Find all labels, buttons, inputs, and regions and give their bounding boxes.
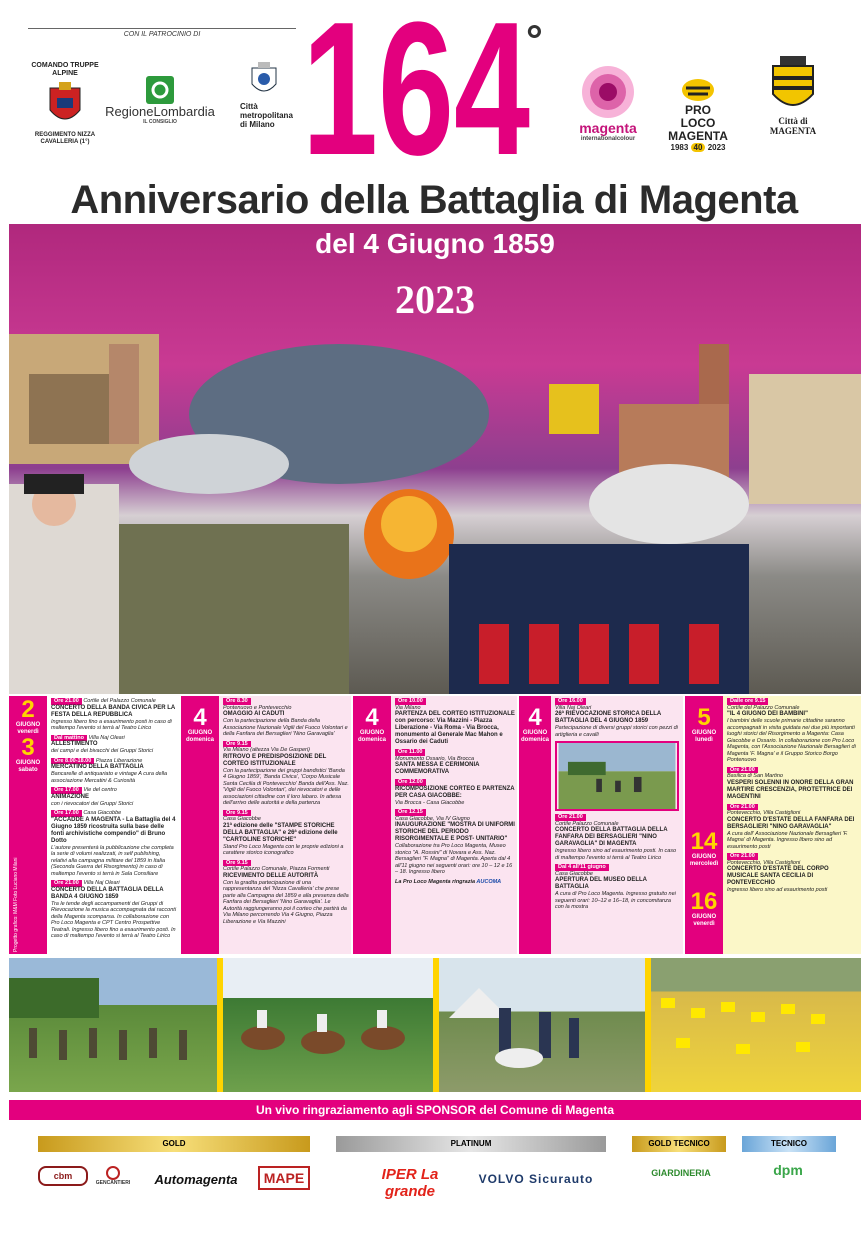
day-4: 4 GIUGNO domenica: [185, 704, 214, 743]
day-4: 4 GIUGNO domenica: [357, 704, 386, 743]
event-item: Ore 17.00 Casa Giacobbe "ACCADDE A MAGENTA - La Battaglia del 4 Giugno 1859 ricostruita sulla base delle fonti archivistiche compendio" di Bruno Dotto L'autore presenterà la pubblicazione che completa la serie di volumi realizzati, in self publishing, relativi alla campagna militare del 1859 in Italia (Seconda Guerra del Risorgimento) in caso di maltempo l'evento si terrà in Sala Consiliare: [51, 810, 176, 877]
event-item: Ore 11.00 Monumento Ossario, Via Brocca SANTA MESSA E CERIMONIA COMMEMORATIVA: [395, 749, 480, 775]
photo-camp: [439, 958, 645, 1092]
day-5: 5 GIUGNO lunedì: [691, 704, 717, 743]
program-column-3: [353, 696, 517, 954]
sponsor-thanks-banner: Un vivo ringraziamento agli SPONSOR del Comune di Magenta: [9, 1100, 861, 1120]
pro-loco-logo: PRO LOCO MAGENTA 1983 40 2023: [660, 70, 736, 152]
tier-gold: GOLD: [38, 1136, 310, 1152]
battle-reenactment-photo: [555, 741, 679, 811]
sponsor-dpm: dpm: [773, 1162, 803, 1178]
subtitle-date: del 4 Giugno 1859: [315, 228, 555, 259]
color-sunburst-icon: [580, 64, 636, 120]
event-item: Ore 12.00 RICOMPOSIZIONE CORTEO E PARTENZA PER CASA GIACOBBE: Via Brocca - Casa Giacobbe: [395, 779, 515, 806]
day-14: 14 GIUGNO mercoledì: [689, 828, 719, 867]
event-item: Ore 17.00 Vie del centro ANIMAZIONE con i rievocatori dei Gruppi Storici: [51, 787, 134, 807]
sponsor-mape: MAPE: [258, 1166, 310, 1190]
photo-crowd: [651, 958, 861, 1092]
magenta-crest-icon: [768, 56, 818, 116]
event-item: Ore 21.00 Cortile del Palazzo Comunale CONCERTO DELLA BANDA CIVICA PER LA FESTA DELLA REPUBBLICA Ingresso libero fino a esaurimento posti in caso di maltempo l'evento si terrà al Teatro Lirico: [51, 698, 176, 731]
patrocinio-label: CON IL PATROCINIO DI: [28, 28, 296, 38]
day-2: 2 GIUGNO venerdì: [15, 696, 41, 735]
svg-text:°: °: [526, 16, 543, 63]
svg-text:164: 164: [302, 4, 530, 164]
event-item: Ore 21.00 Pontevecchio, Villa Castiglioni CONCERTO D'ESTATE DEL CORPO MUSICALE SANTA CECILIA DI PONTEVECCHIO Ingresso libero sino ad esaurimento posti: [727, 853, 829, 893]
tier-tecnico: TECNICO: [742, 1136, 836, 1152]
event-item: Dalle ore 9.15 Cortile del Palazzo Comunale "IL 4 GIUGNO DEI BAMBINI" I bambini delle scuole primarie cittadine saranno accompagnati in visita guidata nei due più importanti luoghi storici del Risorgimento a Magenta: Casa Giacobbe e Ossario. In collaborazione con Pro Loco Magenta, con l'Associazione Nazionale Bersaglieri di Magenta 'F. Magna' e il Gruppo Storico Borgo Pontenuovo: [727, 698, 856, 763]
program-column-5: [685, 696, 861, 954]
milano-crest-icon: [249, 62, 279, 98]
anniversary-164-number: [300, 4, 560, 164]
soldiers-marching-scene: [9, 958, 217, 1092]
proloco-40-badge: 40: [691, 143, 706, 152]
aucoma-logo: AUCOMA: [476, 878, 502, 885]
photo-cavalry: [223, 958, 433, 1092]
sponsor-giardineria: GIARDINERIA: [651, 1168, 711, 1178]
event-item: Ore 8.00-18.00 Piazza Liberazione MERCATINO DELLA BATTAGLIA Bancarelle di antiquariato e vintage A cura della associazione Mercatini & Curiosità: [51, 757, 168, 784]
event-item: Ore 16.00 Villa Naj Oleari 26ª RIEVOCAZIONE STORICA DELLA BATTAGLIA DEL 4 GIUGNO 1859 Partecipazione di diversi gruppi storici con pezzi di artiglieria e cavalli: [555, 698, 678, 738]
crowd-with-flags-scene: [651, 958, 861, 1092]
citta-metropolitana-logo: Città metropolitana di Milano: [240, 62, 288, 129]
magenta-international-logo: magenta internationalcolour: [572, 64, 644, 142]
event-item: Ore 12.15 Casa Giacobbe, Via IV Giugno INAUGURAZIONE "MOSTRA DI UNIFORMI STORICHE DEL PERIODO RISORGIMENTALE E POST- UNITARIO" Collaborazione tra Pro Loco Magenta, Museo storico "A. Rossini" di Novara e Ass. Naz. Bersaglieri "F. Magna" di Magenta. Aperta dal 4 all'11 giugno nei seguenti orari: ore 10 – 12 e 16 – 18. Ingresso libero: [395, 809, 515, 875]
event-item: Dal 4 all'11 giugno Casa Giacobbe APERTURA DEL MUSEO DELLA BATTAGLIA A cura di Pro Loco Magenta. Ingresso gratuito nei seguenti orari: 10–12 e 16–18, in concomitanza con la mostra: [555, 864, 676, 910]
program-column-1: [9, 696, 179, 954]
event-item: Ore 9.15 Cortile Palazzo Comunale, Piazza Formenti RICEVIMENTO DELLE AUTORITÀ Con la gradita partecipazione di una rappresentanza del 'Nizza Cavalleria' che prese parte alla Campagna del 1859 e alla presenza della Fanfara dei Bersaglieri 'Nino Garavaglia'. Le Autorità raggiungeranno poi il corteo che partirà da Via Milano percorrendo Via 4 Giugno, Piazza Liberazione e Via Mazzini: [223, 859, 349, 925]
event-item: Ore 21.00 Cortile Palazzo Comunale CONCERTO DELLA BATTAGLIA DELLA FANFARA DEI BERSAGLIERI "NINO GARAVAGLIA" DI MAGENTA Ingresso libero sino ad esaurimento posti. In caso di maltempo l'evento si terrà al Teatro Lirico: [555, 814, 677, 861]
truppe-alpine-logo: COMANDO TRUPPE ALPINE REGGIMENTO NIZZA CAVALLERIA (1°): [31, 62, 99, 145]
bee-icon: [678, 70, 718, 104]
event-item: Ore 9.15 Via Milano (altezza Via De Gasperi) RITROVO E PREDISPOSIZIONE DEL CORTEO ISTITUZIONALE Con la partecipazione dei gruppi bandistici 'Banda 4 Giugno 1859', 'Banda Civica', 'Corpo Musicale Santa Cecilia di Pontevecchio' Banda dell'Ass. Naz. 'Vigili del Fuoco Volontari', dei rievocatori e delle associazioni cittadine con il loro labaro. In attesa dell'arrivo delle autorità e della partenza: [223, 740, 349, 806]
tier-gold-tecnico: GOLD TECNICO: [632, 1136, 726, 1152]
sponsor-cbm: cbm: [38, 1166, 88, 1186]
event-item: Dal mattino Villa Naj Oleari ALLESTIMENTO dei campi e dei bivacchi dei Gruppi Storici: [51, 734, 154, 754]
sponsor-thanks: La Pro Loco Magenta ringrazia AUCOMA: [395, 878, 502, 885]
tier-platinum: PLATINUM: [336, 1136, 606, 1152]
main-title: Anniversario della Battaglia di Magenta: [70, 178, 798, 222]
citta-magenta-logo: Città di MAGENTA: [758, 56, 828, 136]
coat-of-arms-icon: [45, 80, 85, 130]
hero-photo-collage: [9, 224, 861, 694]
sponsor-gencantieri: GENCANTIERI: [90, 1166, 136, 1186]
reenactment-scene: [9, 224, 861, 694]
event-item: Ore 10.00 Via Milano PARTENZA DEL CORTEO ISTITUZIONALE con percorso: Via Mazzini - Piazza Liberazione - Via Roma - Via Brocca, monumento al Generale Mac Mahon e Ossario dei Caduti: [395, 698, 515, 745]
edition-year: 2023: [395, 277, 475, 322]
gencantieri-mark-icon: [104, 1166, 122, 1180]
regione-lombardia-logo: RegioneLombardia IL CONSIGLIO: [100, 76, 220, 125]
day-3: 3 GIUGNO sabato: [15, 734, 41, 773]
sponsor-automagenta: Automagenta: [154, 1172, 238, 1187]
photo-troops: [9, 958, 217, 1092]
program-column-2: [181, 696, 351, 954]
event-item: Ore 9.15 Casa Giacobbe 21ª edizione delle "STAMPE STORICHE DELLA BATTAGLIA" e 26ª edizione delle "CARTOLINE STORICHE" Stand Pro Loco Magenta con le proprie edizioni a carattere storico iconografico: [223, 809, 344, 856]
event-item: Ore 21.00 Villa Naj Oleari CONCERTO DELLA BATTAGLIA DELLA BANDA 4 GIUGNO 1859 Tra le tende degli accampamenti dei Gruppi di Rievocazione la musica accompagnata dai racconti della Magenta scomparsa. In collaborazione con Pro Loco Magenta e CPT Centro Prospettive Teatrali. Ingresso libero fino a esaurimento posti. In caso di maltempo l'evento si terrà al Teatro Lirico: [51, 880, 177, 939]
day-16: 16 GIUGNO venerdì: [690, 888, 718, 927]
event-item: Ore 21.00 Basilica di San Martino VESPERI SOLENNI IN ONORE DELLA GRAN MARTIRE CRESCENZIA, PROTETTRICE DEI MAGENTINI: [727, 766, 854, 800]
sponsor-iper: IPER La grande: [381, 1166, 439, 1200]
event-item: Ore 8.30 Pontenuovo e Pontevecchio OMAGGIO AI CADUTI Con la partecipazione della Banda della Associazione Nazionale Vigili del Fuoco Volontari e della Fanfara dei Bersaglieri 'Nino Garavaglia': [223, 698, 348, 737]
program-column-4: [519, 696, 683, 954]
sponsor-volvo: VOLVO Sicurauto: [478, 1172, 594, 1186]
proloco-year-start: 1983: [670, 143, 689, 152]
proloco-year-end: 2023: [707, 143, 726, 152]
camp-scene: [439, 958, 645, 1092]
day-4: 4 GIUGNO domenica: [520, 704, 549, 743]
cavalry-scene: [223, 958, 433, 1092]
lombardia-rose-icon: [146, 76, 174, 104]
design-credit: Progetto grafico: M&M Foto Luciano Milani: [13, 857, 19, 952]
event-item: Ore 21.00 Pontevecchio, Villa Castiglioni CONCERTO D'ESTATE DELLA FANFARA DEI BERSAGLIERI "NINO GARAVAGLIA" A cura dell' Associazione Nazionale Bersaglieri 'F. Magna' di Magenta. Ingresso libero sino ad esaurimento posti: [727, 803, 855, 850]
